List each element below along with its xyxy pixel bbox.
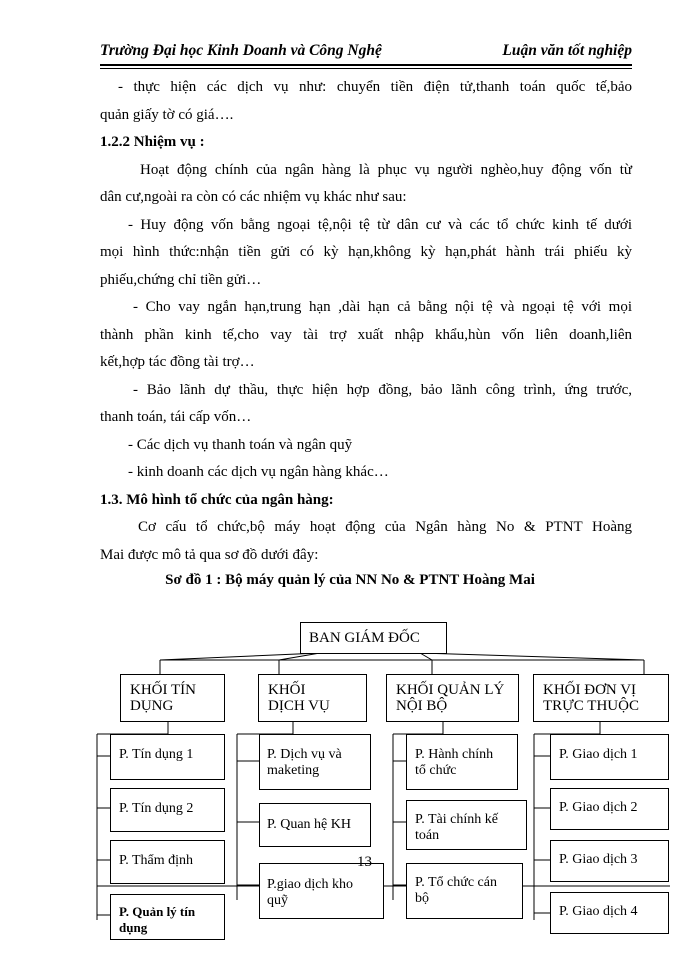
header-rule-thin bbox=[100, 68, 632, 69]
school-name: Trường Đại học Kinh Doanh và Công Nghệ bbox=[100, 42, 382, 59]
text-line: Cơ cấu tổ chức,bộ máy hoạt động của Ngân hàng No & PTNT Hoàng bbox=[138, 519, 632, 535]
affiliated-units-label: KHỐI ĐƠN VỊ bbox=[543, 682, 637, 698]
department-box bbox=[406, 734, 518, 790]
credit-division-box bbox=[120, 674, 225, 722]
department-label: P. Quan hệ KH bbox=[267, 817, 351, 832]
department-box bbox=[259, 863, 384, 919]
internal-management-label: NỘI BỘ bbox=[396, 698, 448, 714]
text-line: Mai được mô tả qua sơ đồ dưới đây: bbox=[100, 547, 319, 563]
department-label: P. Tổ chức cán bbox=[415, 875, 497, 890]
internal-management-label: KHỐI QUẢN LÝ bbox=[396, 682, 505, 698]
department-label: P. Tài chính kế bbox=[415, 812, 498, 827]
page-number: 13 bbox=[357, 854, 372, 870]
department-label: P. Quản lý tín bbox=[119, 904, 196, 919]
text-line: mọi hình thức:nhận tiền gửi có kỳ hạn,không kỳ hạn,phát hành trái phiếu kỳ bbox=[100, 244, 632, 260]
department-label: P. Giao dịch 1 bbox=[559, 747, 638, 762]
department-label: P. Tín dụng 1 bbox=[119, 747, 194, 762]
department-box bbox=[110, 894, 225, 940]
department-box bbox=[259, 734, 371, 790]
text-line: - kinh doanh các dịch vụ ngân hàng khác… bbox=[128, 464, 389, 480]
page-header bbox=[100, 38, 632, 66]
service-division-box bbox=[258, 674, 367, 722]
department-label: P. Thẩm định bbox=[119, 853, 194, 868]
department-label: P. Giao dịch 4 bbox=[559, 904, 638, 919]
department-box bbox=[110, 788, 225, 832]
text-line: thành phần kinh tế,cho vay tài trợ xuất nhập khẩu,hùn vốn liên doanh,liên bbox=[100, 327, 632, 343]
text-line: phiếu,chứng chỉ tiền gửi… bbox=[100, 272, 262, 288]
text-line: - thực hiện các dịch vụ như: chuyển tiền điện tử,thanh toán quốc tế,bảo bbox=[118, 79, 632, 95]
department-label: P. Giao dịch 2 bbox=[559, 800, 638, 815]
department-label: toán bbox=[415, 828, 440, 843]
department-label: bộ bbox=[415, 891, 429, 906]
department-box bbox=[110, 840, 225, 884]
affiliated-units-box bbox=[533, 674, 669, 722]
text-line: Hoạt động chính của ngân hàng là phục vụ người nghèo,huy động vốn từ bbox=[140, 162, 632, 178]
service-division-label: DỊCH VỤ bbox=[268, 698, 330, 714]
department-label: tổ chức bbox=[415, 763, 457, 778]
header-rule-thick bbox=[100, 64, 632, 66]
diagram-caption: Sơ đồ 1 : Bộ máy quản lý của NN No & PTNT Hoàng Mai bbox=[165, 572, 535, 588]
internal-management-box bbox=[386, 674, 519, 722]
section-heading: 1.3. Mô hình tổ chức của ngân hàng: bbox=[100, 492, 334, 508]
department-box bbox=[406, 863, 523, 919]
department-label: P. Tín dụng 2 bbox=[119, 801, 194, 816]
org-chart bbox=[0, 600, 700, 960]
department-box bbox=[550, 892, 669, 934]
document-type: Luận văn tốt nghiệp bbox=[502, 42, 632, 59]
board-of-directors-box bbox=[300, 622, 447, 654]
text-line: kết,hợp tác đồng tài trợ… bbox=[100, 354, 255, 370]
service-division-label: KHỐI bbox=[268, 682, 306, 698]
department-label: P. Hành chính bbox=[415, 747, 494, 762]
text-line: - Bảo lãnh dự thầu, thực hiện hợp đồng, bảo lãnh công trình, ứng trước, bbox=[133, 382, 632, 398]
text-line: - Huy động vốn bằng ngoại tệ,nội tệ từ dân cư và các tổ chức kinh tế dưới bbox=[128, 217, 632, 233]
department-box bbox=[550, 734, 669, 780]
text-line: quản giấy tờ có giá…. bbox=[100, 107, 234, 123]
department-box bbox=[110, 734, 225, 780]
credit-division-label: DỤNG bbox=[130, 698, 174, 714]
department-label: quỹ bbox=[267, 893, 288, 908]
department-box bbox=[550, 840, 669, 882]
board-of-directors-label: BAN GIÁM ĐỐC bbox=[309, 630, 420, 646]
section-heading: 1.2.2 Nhiệm vụ : bbox=[100, 134, 205, 150]
text-line: - Cho vay ngắn hạn,trung hạn ,dài hạn cả bằng nội tệ và ngoại tệ với mọi bbox=[133, 299, 632, 315]
department-box bbox=[259, 803, 371, 847]
text-line: thanh toán, tái cấp vốn… bbox=[100, 409, 252, 425]
department-box bbox=[550, 788, 669, 830]
department-label: dụng bbox=[119, 920, 148, 935]
credit-division-label: KHỐI TÍN bbox=[130, 682, 196, 698]
department-label: P. Giao dịch 3 bbox=[559, 852, 638, 867]
text-line: - Các dịch vụ thanh toán và ngân quỹ bbox=[128, 437, 353, 453]
affiliated-units-label: TRỰC THUỘC bbox=[543, 698, 639, 714]
department-label: P.giao dịch kho bbox=[267, 877, 353, 892]
department-label: P. Dịch vụ và bbox=[267, 747, 342, 762]
department-label: maketing bbox=[267, 763, 320, 778]
text-line: dân cư,ngoài ra còn có các nhiệm vụ khác như sau: bbox=[100, 189, 407, 205]
department-box bbox=[406, 800, 527, 850]
